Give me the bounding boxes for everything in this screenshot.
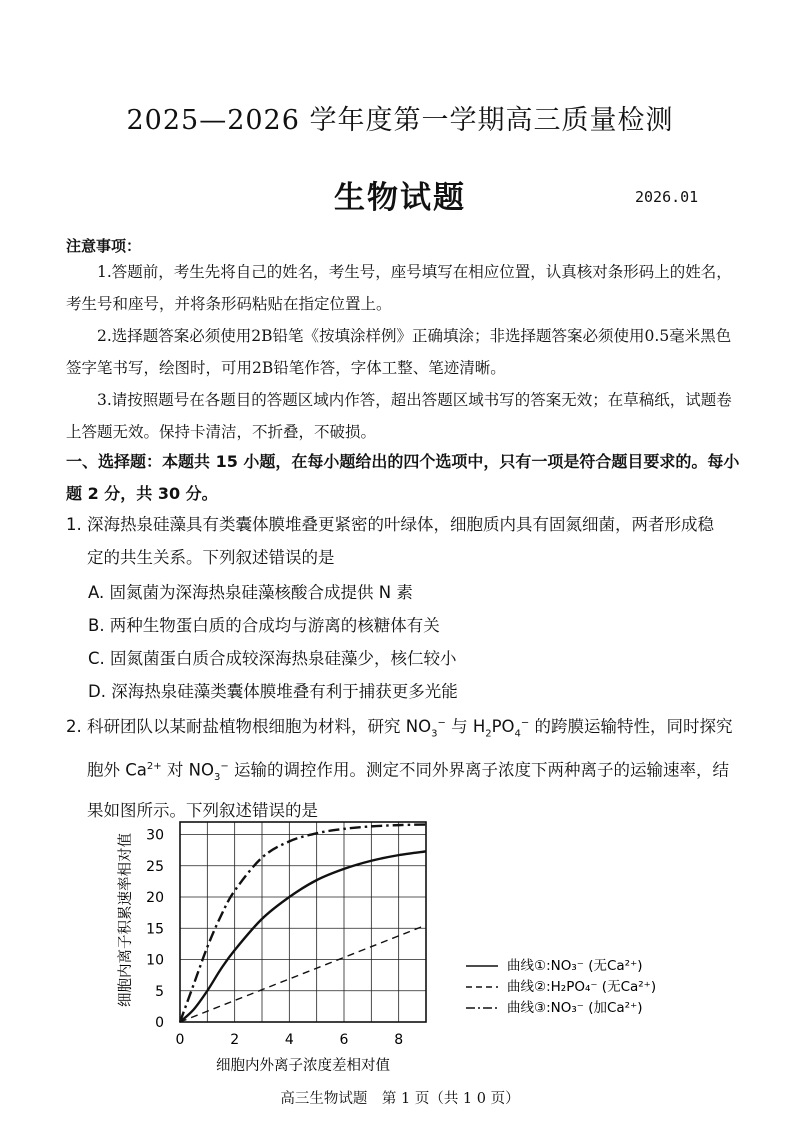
- exam-date: 2026.01: [635, 188, 699, 206]
- legend-label-1: 曲线①:NO₃⁻ (无Ca²⁺): [507, 958, 643, 974]
- q2-line3: 果如图所示。下列叙述错误的是: [87, 800, 318, 820]
- y-tick-label: 0: [155, 1015, 164, 1031]
- x-tick-label: 8: [394, 1032, 404, 1048]
- chart-legend: [466, 957, 656, 1016]
- section-heading: 一、选择题：本题共 15 小题，在每小题给出的四个选项中，只有一项是符合题目要求的。每小题 2 分，共 30 分。: [66, 452, 740, 503]
- x-tick-labels: [176, 1032, 404, 1048]
- notice-item-1: 1.答题前，考生先将自己的姓名，考生号，座号填写在相应位置，认真核对条形码上的姓名，考生号和座号，并将条形码粘贴在指定位置上。: [66, 263, 732, 313]
- y-tick-label: 25: [146, 858, 164, 875]
- series-line-1: [180, 851, 426, 1022]
- q1-line2: 定的共生关系。下列叙述错误的是: [87, 548, 335, 567]
- plot-frame: [180, 822, 426, 1022]
- page-footer: 高三生物试题 第 1 页（共 1 0 页）: [280, 1091, 520, 1107]
- x-tick-label: 6: [339, 1032, 349, 1048]
- q1-option-a: A. 固氮菌为深海热泉硅藻核酸合成提供 N 素: [88, 583, 413, 602]
- rate-chart: [0, 800, 800, 1085]
- notice-heading: 注意事项：: [66, 237, 142, 255]
- q2-line2: 胞外 $Ca^{2+}$ 对 $NO_3^-$ 运输的调控作用。测定不同外界离子浓度下两种离子的运输速率，结: [87, 760, 729, 783]
- x-tick-label: 0: [175, 1032, 185, 1048]
- q1-option-b: B. 两种生物蛋白质的合成均与游离的核糖体有关: [88, 616, 440, 635]
- chart-grid: [180, 822, 426, 1022]
- legend-label-3: 曲线③:NO₃⁻ (加Ca²⁺): [507, 1000, 643, 1016]
- y-tick-label: 20: [146, 890, 164, 906]
- x-tick-label: 2: [230, 1032, 240, 1048]
- question-1-stem: [66, 508, 746, 574]
- y-tick-label: 10: [146, 952, 164, 969]
- series-line-3: [180, 825, 426, 1023]
- notice-item-3: 3.请按照题号在各题目的答题区域内作答，超出答题区域书写的答案无效；在草稿纸，试题卷上答题无效。保持卡清洁，不折叠，不破损。: [66, 391, 732, 441]
- chart-series: [180, 825, 426, 1023]
- q1-option-c: C. 固氮菌蛋白质合成较深海热泉硅藻少，核仁较小: [88, 649, 457, 668]
- y-tick-label: 15: [146, 921, 164, 938]
- y-tick-label: 5: [155, 983, 164, 1000]
- q1-line1: 1. 深海热泉硅藻具有类囊体膜堆叠更紧密的叶绿体，细胞质内具有固氮细菌，两者形成稳: [66, 515, 714, 534]
- legend-label-2: 曲线②:H₂PO₄⁻ (无Ca²⁺): [507, 979, 657, 995]
- x-tick-label: 4: [284, 1032, 294, 1048]
- x-axis-label: 细胞内外离子浓度差相对值: [216, 1058, 390, 1074]
- y-tick-label: 30: [146, 827, 164, 844]
- y-tick-labels: [146, 828, 164, 1032]
- y-axis-label: 细胞内离子积累速率相对值: [118, 833, 134, 1007]
- q1-option-d: D. 深海热泉硅藻类囊体膜堆叠有利于捕获更多光能: [88, 682, 458, 701]
- exam-title: 2025—2026 学年度第一学期高三质量检测: [126, 105, 674, 136]
- subject-title: 生物试题: [334, 180, 466, 216]
- notice-item-2: 2.选择题答案必须使用2B铅笔《按填涂样例》正确填涂；非选择题答案必须使用0.5毫米黑色签字笔书写，绘图时，可用2B铅笔作答，字体工整、笔迹清晰。: [66, 327, 732, 377]
- q2-line1: 2. 科研团队以某耐盐植物根细胞为材料，研究 $NO_3^-$ 与 $H_2PO_4^-$ 的跨膜运输特性，同时探究: [66, 716, 733, 739]
